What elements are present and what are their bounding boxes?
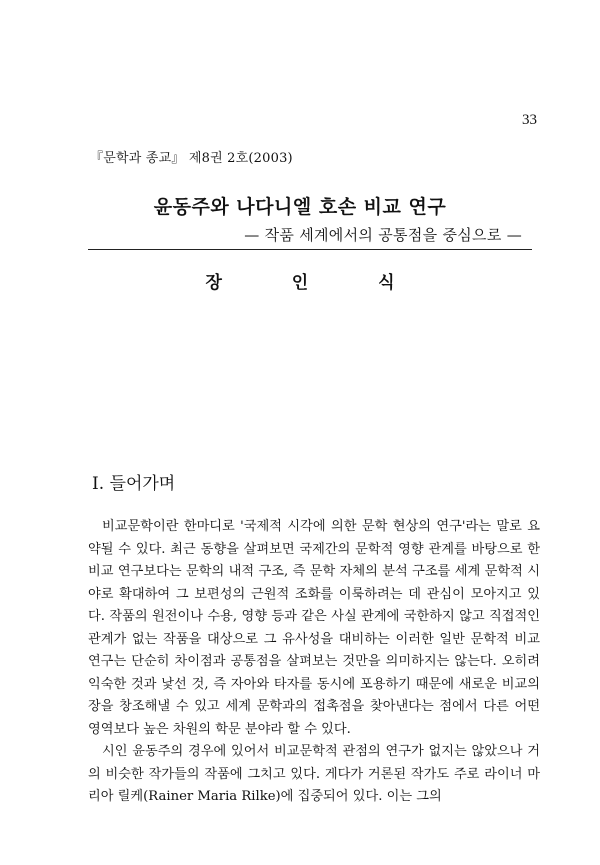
paragraph: 시인 윤동주의 경우에 있어서 비교문학적 관점의 연구가 없지는 않았으나 거의 비슷한 작가들의 작품에 그치고 있다. 게다가 거론된 작가도 주로 라이너 마리아 릴케(Rainer Maria Rilke)에 집중되어 있다. 이는 그의 <box>88 744 540 804</box>
author-name: 장 인 식 <box>205 273 427 293</box>
paragraph: 비교문학이란 한마디로 '국제적 시각에 의한 문학 현상의 연구'라는 말로 요약될 수 있다. 최근 동향을 살펴보면 국제간의 문학적 영향 관계를 바탕으로 한 비교 연구보다는 문학의 내적 구조, 즉 문학 자체의 분석 구조를 세계 문학적 시야로 확대하여 그 보편성의 근원적 조화를 이룩하려는 데 관심이 모아지고 있다. 작품의 원전이나 수용, 영향 등과 같은 사실 관계에 국한하지 않고 직접적인 관계가 없는 작품을 대상으로 그 유사성을 대비하는 이러한 일반 문학적 비교 연구는 단순히 차이점과 공통점을 살펴보는 것만을 의미하지는 않는다. 오히려 익숙한 것과 낯선 것, 즉 자아와 타자를 동시에 포용하기 때문에 새로운 비교의 장을 창조해낼 수 있고 세계 문학과의 접촉점을 찾아낸다는 점에서 다른 어떤 영역보다 높은 차원의 학문 분야라 할 수 있다. <box>88 519 540 737</box>
article-subtitle: — 작품 세계에서의 공통점을 중심으로 — <box>244 226 522 244</box>
title-divider <box>88 249 532 250</box>
body-text <box>88 516 540 809</box>
article-title: 윤동주와 나다니엘 호손 비교 연구 <box>153 196 447 218</box>
section-heading: I. 들어가며 <box>92 474 176 494</box>
journal-citation: 『문학과 종교』 제8권 2호(2003) <box>90 151 293 166</box>
page-number: 33 <box>522 112 537 128</box>
